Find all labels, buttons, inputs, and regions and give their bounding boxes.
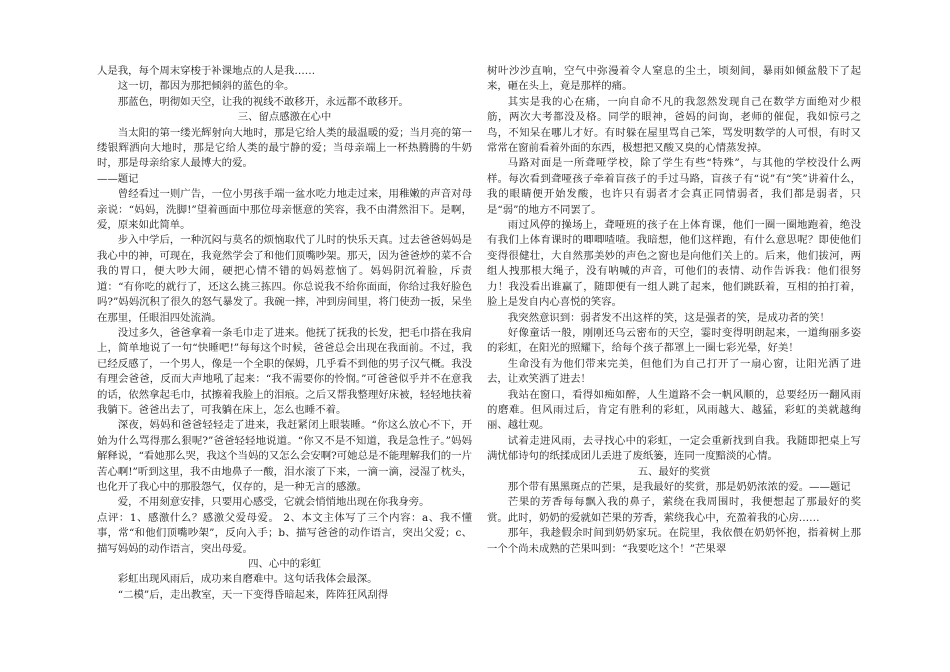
paragraph: 步入中学后，一种沉闷与莫名的烦恼取代了儿时的快乐天真。过去爸爸妈妈是我心中的神，可现在，我竟然学会了和他们顶嘴吵架。那天，因为爸爸炒的菜不合我的胃口，便大吵大闹，硬把心情不错的妈妈惹恼了。妈妈阴沉着脸，斥责道：“有你吃的就行了，还这么挑三拣四。你总说我不给你面面，你给过我好脸色吗?”妈妈沉积了很久的怒气暴发了。我碗一摔，冲到房间里，将门使劲一扳，呆坐在那里，任眼泪四处流淌。	[97, 234, 472, 324]
paragraph: 生命没有为他们带来完美，但他们为自己打开了一扇心窗，让阳光洒了进去，让欢笑洒了进去！	[487, 357, 861, 386]
paragraph: 好像童话一般，刚刚还乌云密布的天空，霎时变得明朗起来，一道绚丽多姿的彩虹，在阳光的照耀下，给每个孩子都罩上一圈七彩光晕，好美！	[487, 326, 861, 355]
section-heading: 三、留点感激在心中	[237, 111, 332, 124]
paragraph: 我突然意识到：弱者发不出这样的笑，这是强者的笑，是成功者的笑！	[507, 311, 830, 324]
epigraph: 当太阳的第一缕光辉射向大地时，那是它给人类的最温暖的爱；当月亮的第一缕银辉洒向大地时，那是它给人类的最宁静的爱；当母亲端上一杯热腾腾的牛奶时，那是母亲给家人最博大的爱。	[97, 126, 472, 170]
paragraph: 没过多久，爸爸拿着一条毛巾走了进来。他抚了抚我的长发，把毛巾搭在我肩上，简单地说了一句“快睡吧!”每每这个时候，爸爸总会出现在我面前。不过，我已经反感了，一个男人，像是一个全职的保姆，几乎看不到他的男子汉气概。我没有理会爸爸，反而大声地吼了起来：“我不需要你的怜悯。”可爸爸似乎并不在意我的话，依然拿起毛巾，拭擦着我脸上的泪痕。之后又帮我整理好床被，轻轻地扶着我躺下。爸爸出去了，可我躺在床上，怎么也睡不着。	[97, 326, 472, 416]
paragraph: 那蓝色，明彻如天空，让我的视线不敢移开，永远都不敢移开。	[117, 95, 409, 108]
paragraph: 曾经看过一则广告，一位小男孩手端一盆水吃力地走过来，用稚嫩的声音对母亲说：“妈妈，洗脚!”望着画面中那位母亲惬意的笑容，我不由潸然泪下。是啊，爱，原来如此简单。	[97, 188, 472, 232]
paragraph: 那年，我趁假余时间到奶奶家玩。在院里，我依偎在奶奶怀抱，指着树上那一个个尚未成熟的芒果叫到：“我要吃这个！”芒果翠	[487, 527, 861, 555]
paragraph: 深夜，妈妈和爸爸轻轻走了进来，我赶紧闭上眼装睡。“你这么放心不下，开始为什么骂得那么狠呢?”爸爸轻轻地说道。“你又不是不知道，我是急性子。”妈妈解释说，“看她那么哭，我这个当妈的又怎么会安啊?可她总是不能理解我们的一片苦心啊!”听到这里，我不由地鼻子一酸，泪水滚了下来，一滴一滴，浸湿了枕头，也化开了我心中的那股怨气，仅存的，是一种无言的感激。	[97, 419, 472, 493]
paragraph: 我站在窗口，看得如痴如醉，人生道路不会一帆风顺的，总要经历一翻风雨的磨难。但风雨过后，肯定有胜利的彩虹，风雨越大、越猛，彩虹的美就越绚丽、越壮观。	[487, 388, 861, 432]
paragraph: 树叶沙沙直响，空气中弥漫着令人窒息的尘土，顷刻间，暴雨如倾盆般下了起来，砸在头上，竟是那样的痛。	[487, 65, 861, 93]
section-heading: 四、心中的彩虹	[248, 558, 321, 570]
paragraph: 其实是我的心在痛，一向自命不凡的我忽然发现自己在数学方面绝对少根筋，两次大考都没及格。同学的眼神，爸妈的问询，老师的催促，我如惊弓之鸟，不知呆在哪儿才好。有时躲在屋里骂自己笨，骂发明数学的人可恨，有时又常常在窗前看着外面的东西，极想把又酸又臭的心情蒸发掉。	[487, 95, 861, 155]
paragraph: 雨过风停的操场上，聋哑班的孩子在上体育课，他们一圈一圈地跑着，绝没有我们上体育课时的唧唧喳喳。我暗想，他们这样跑，有什么意思呢？即使他们变得很健壮，大自然那美妙的声色之窗也是向他们关上的。后来，他们拔河，两组人拽那根大绳子，没有呐喊的声音，可他们的表情、动作告诉我：他们很努力！我没看出谁赢了，随即便有一组人跳了起来，他们跳跃着，互相的拍打着，脸上是发自内心喜悦的笑容。	[487, 219, 861, 309]
paragraph: “二模”后，走出教室，天一下变得昏暗起来，阵阵狂风刮得	[117, 588, 389, 601]
paragraph: 芒果的芳香每每飘入我的鼻子，萦绕在我周围时，我便想起了那最好的奖赏。此时，奶奶的爱就如芒果的芳香，萦绕我心中，充盈着我的心房……	[487, 496, 861, 524]
paragraph: 彩虹出现风雨后，成功来自磨难中。这句话我体会最深。	[117, 573, 378, 586]
paragraph: 人是我，每个周末穿梭于补课地点的人是我……	[97, 65, 316, 77]
epigraph: 那个带有黑黑斑点的芒果，是我最好的奖赏，那是奶奶浓浓的爱。——题记	[507, 480, 851, 493]
epigraph-attribution: ——题记	[97, 172, 139, 185]
right-column	[487, 64, 861, 664]
paragraph: 马路对面是一所聋哑学校，除了学生有些“特殊”，与其他的学校没什么两样。每次看到聋哑孩子牵着盲孩子的手过马路，盲孩子有“说”有“笑”讲着什么，我的眼睛便开始发酸，也许只有弱者才会真正同情弱者，我们都是弱者，只是“弱”的地方不同罢了。	[487, 157, 861, 216]
left-column	[97, 64, 472, 664]
commentary: 点评：1、感激什么？感激父爱母爱。 2、本文主体写了三个内容：a、我不懂事，常“和他们顶嘴吵架”，反向入手；b、描写爸爸的动作语言，突出父爱；c、描写妈妈的动作语言，突出母爱。	[97, 511, 472, 555]
paragraph: 这一切，都因为那把倾斜的蓝色的伞。	[117, 80, 295, 93]
section-heading: 五、最好的奖赏	[637, 465, 711, 478]
paragraph: 试着走进风雨，去寻找心中的彩虹，一定会重新找到自我。我随即把桌上写满忧郁诗句的纸揉成团儿丢进了废纸篓，连同一度黯淡的心情。	[487, 434, 861, 463]
paragraph: 爱，不用刻意安排，只要用心感受，它就会悄悄地出现在你我身旁。	[117, 496, 430, 509]
